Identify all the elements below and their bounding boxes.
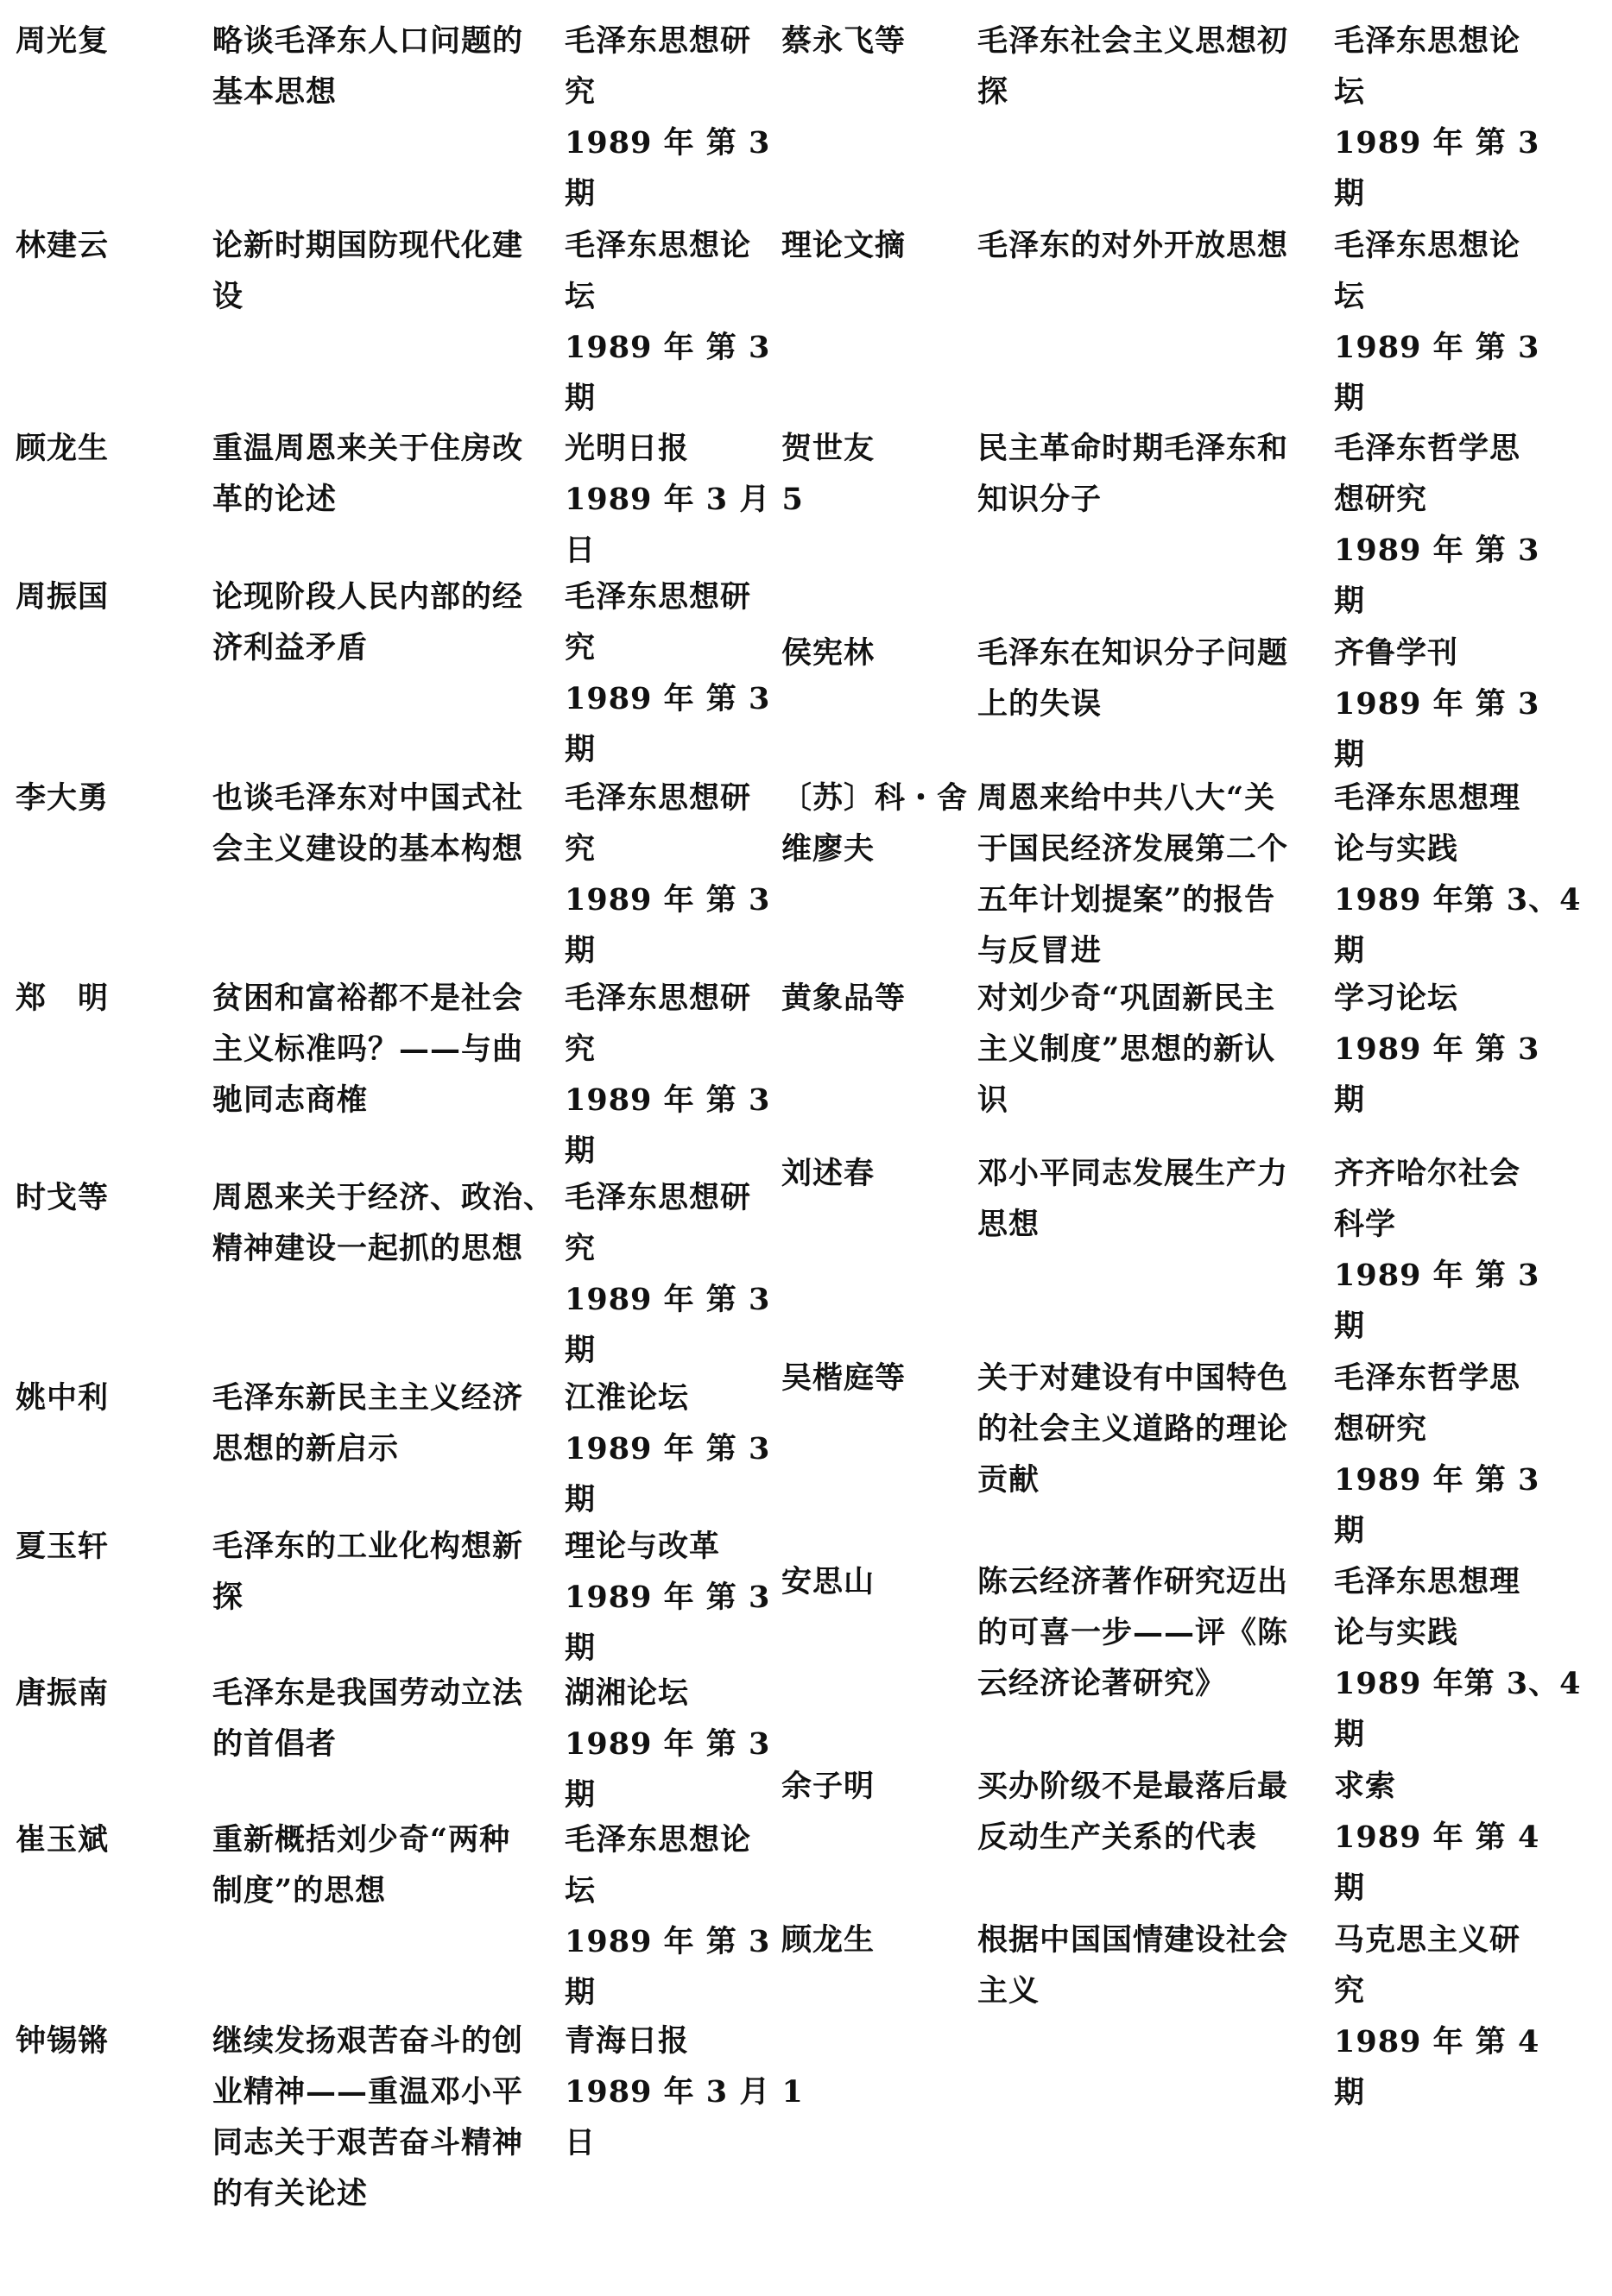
entry-source: 湖湘论坛 1989 年 第 3 期 — [565, 1675, 771, 1813]
entry-author: 唐振南 — [16, 1675, 110, 1711]
entry-title: 重温周恩来关于住房改 革的论述 — [212, 431, 524, 517]
entry-author: 顾龙生 — [781, 1922, 876, 1958]
entry-author: 时戈等 — [16, 1180, 110, 1215]
entry-source: 毛泽东思想论 坛 1989 年 第 3 期 — [565, 228, 771, 416]
entry-source: 毛泽东思想理 论与实践 1989 年第 3、4 期 — [1334, 1564, 1582, 1752]
entry-title: 民主革命时期毛泽东和 知识分子 — [977, 431, 1289, 517]
entry-title: 继续发扬艰苦奋斗的创 业精神——重温邓小平 同志关于艰苦奋斗精神 的有关论述 — [212, 2023, 524, 2211]
entry-source: 理论与改革 1989 年 第 3 期 — [565, 1529, 771, 1666]
entry-source: 毛泽东思想研 究 1989 年 第 3 期 — [565, 579, 771, 767]
entry-author: 姚中利 — [16, 1380, 110, 1416]
entry-source: 青海日报 1989 年 3 月 1 日 — [565, 2023, 804, 2160]
entry-source: 齐齐哈尔社会 科学 1989 年 第 3 期 — [1334, 1156, 1540, 1344]
entry-source: 马克思主义研 究 1989 年 第 4 期 — [1334, 1922, 1540, 2110]
entry-source: 毛泽东思想研 究 1989 年 第 3 期 — [565, 981, 771, 1169]
entry-source: 江淮论坛 1989 年 第 3 期 — [565, 1380, 771, 1517]
entry-author: 刘述春 — [781, 1156, 876, 1191]
entry-source: 学习论坛 1989 年 第 3 期 — [1334, 981, 1540, 1118]
entry-author: 侯宪林 — [781, 635, 876, 671]
entry-author: 理论文摘 — [781, 228, 907, 263]
entry-title: 毛泽东的工业化构想新 探 — [212, 1529, 524, 1615]
entry-title: 论现阶段人民内部的经 济利益矛盾 — [212, 579, 524, 665]
entry-title: 重新概括刘少奇“两种 制度”的思想 — [212, 1822, 511, 1908]
entry-title: 毛泽东是我国劳动立法 的首倡者 — [212, 1675, 524, 1762]
entry-title: 根据中国国情建设社会 主义 — [977, 1922, 1289, 2009]
entry-author: 吴楷庭等 — [781, 1360, 907, 1396]
entry-source: 毛泽东哲学思 想研究 1989 年 第 3 期 — [1334, 431, 1540, 619]
entry-source: 毛泽东思想论 坛 1989 年 第 3 期 — [1334, 228, 1540, 416]
left-column — [16, 0, 804, 2296]
entry-source: 毛泽东哲学思 想研究 1989 年 第 3 期 — [1334, 1360, 1540, 1549]
entry-title: 周恩来关于经济、政治、 精神建设一起抓的思想 — [212, 1180, 555, 1266]
entry-title: 毛泽东的对外开放思想 — [977, 228, 1289, 263]
entry-author: 贺世友 — [781, 431, 876, 466]
entry-author: 夏玉轩 — [16, 1529, 110, 1564]
entry-title: 论新时期国防现代化建 设 — [212, 228, 524, 314]
entry-source: 毛泽东思想论 坛 1989 年 第 3 期 — [1334, 23, 1540, 211]
entry-title: 也谈毛泽东对中国式社 会主义建设的基本构想 — [212, 780, 524, 867]
entry-title: 周恩来给中共八大“关 于国民经济发展第二个 五年计划提案”的报告 与反冒进 — [977, 780, 1289, 968]
entry-author: 林建云 — [16, 228, 110, 263]
entry-title: 邓小平同志发展生产力 思想 — [977, 1156, 1289, 1242]
entry-author: 黄象品等 — [781, 981, 907, 1016]
entry-title: 关于对建设有中国特色 的社会主义道路的理论 贡献 — [977, 1360, 1289, 1498]
entry-author: 李大勇 — [16, 780, 110, 816]
entry-author: 钟锡锵 — [16, 2023, 110, 2059]
entry-title: 买办阶级不是最落后最 反动生产关系的代表 — [977, 1769, 1289, 1855]
entry-author: 安思山 — [781, 1564, 876, 1599]
entry-title: 贫困和富裕都不是社会 主义标准吗？——与曲 驰同志商榷 — [212, 981, 524, 1118]
entry-source: 毛泽东思想论 坛 1989 年 第 3 期 — [565, 1822, 771, 2010]
entry-author: 周光复 — [16, 23, 110, 59]
entry-source: 毛泽东思想研 究 1989 年 第 3 期 — [565, 1180, 771, 1368]
entry-author: 顾龙生 — [16, 431, 110, 466]
entry-author: 蔡永飞等 — [781, 23, 907, 59]
entry-title: 毛泽东新民主主义经济 思想的新启示 — [212, 1380, 524, 1467]
entry-author: 余子明 — [781, 1769, 876, 1804]
entry-source: 毛泽东思想研 究 1989 年 第 3 期 — [565, 780, 771, 968]
entry-title: 陈云经济著作研究迈出 的可喜一步——评《陈 云经济论著研究》 — [977, 1564, 1289, 1701]
entry-author: 周振国 — [16, 579, 110, 615]
entry-source: 光明日报 1989 年 3 月 5 日 — [565, 431, 804, 568]
entry-source: 齐鲁学刊 1989 年 第 3 期 — [1334, 635, 1540, 773]
entry-source: 求索 1989 年 第 4 期 — [1334, 1769, 1540, 1906]
entry-title: 对刘少奇“巩固新民主 主义制度”思想的新认 识 — [977, 981, 1276, 1118]
entry-author: 郑 明 — [16, 981, 110, 1016]
entry-author: 崔玉斌 — [16, 1822, 110, 1858]
entry-title: 略谈毛泽东人口问题的 基本思想 — [212, 23, 524, 110]
right-column — [781, 0, 1582, 2296]
entry-title: 毛泽东在知识分子问题 上的失误 — [977, 635, 1289, 722]
entry-source: 毛泽东思想研 究 1989 年 第 3 期 — [565, 23, 771, 211]
entry-source: 毛泽东思想理 论与实践 1989 年第 3、4 期 — [1334, 780, 1582, 968]
entry-title: 毛泽东社会主义思想初 探 — [977, 23, 1289, 110]
entry-author: 〔苏〕科・舍 维廖夫 — [781, 780, 969, 867]
